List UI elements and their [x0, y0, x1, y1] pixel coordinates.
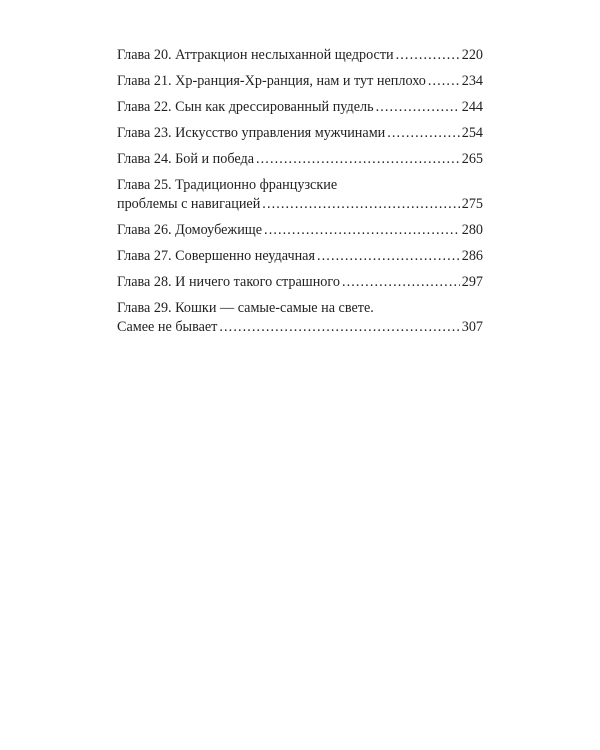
dot-leader — [428, 72, 460, 91]
toc-entry-27 — [117, 247, 483, 266]
toc-entry-title: Глава 22. Сын как дрессированный пудель — [117, 99, 374, 115]
toc-entry-title: проблемы с навигацией — [117, 196, 261, 212]
toc-entry-line — [117, 72, 483, 91]
toc-entry-line — [117, 46, 483, 65]
toc-entry-24 — [117, 150, 483, 169]
toc-entry-20 — [117, 46, 483, 65]
toc-entry-line — [117, 195, 483, 214]
toc-entry-page-number: 244 — [461, 99, 483, 115]
toc-entry-26 — [117, 221, 483, 240]
toc-entry-28 — [117, 273, 483, 292]
dot-leader — [342, 273, 460, 292]
toc-entry-22 — [117, 98, 483, 117]
toc-entry-page-number: 280 — [461, 222, 483, 238]
toc-entry-line — [117, 98, 483, 117]
toc-entry-page-number: 275 — [461, 196, 483, 212]
toc-entry-29 — [117, 299, 483, 337]
toc-entry-title-first-line: Глава 25. Традиционно французские — [117, 177, 338, 193]
dot-leader — [256, 150, 460, 169]
toc-entry-title: Глава 26. Домоубежище — [117, 222, 263, 238]
toc-entry-title: Глава 27. Совершенно неудачная — [117, 248, 315, 264]
toc-entry-title: Глава 24. Бой и победа — [117, 151, 255, 167]
toc-entry-line — [117, 221, 483, 240]
dot-leader — [317, 247, 460, 266]
toc-entry-title: Глава 20. Аттракцион неслыханной щедрости — [117, 47, 394, 63]
toc-entry-page-number: 254 — [461, 125, 483, 141]
toc-entry-page-number: 297 — [461, 274, 483, 290]
toc-entry-page-number: 307 — [461, 319, 483, 335]
dot-leader — [262, 195, 459, 214]
dot-leader — [387, 124, 459, 143]
toc-entry-title: Глава 21. Хр-ранция-Хр-ранция, нам и тут неплохо — [117, 73, 426, 89]
toc-entry-title: Глава 23. Искусство управления мужчинами — [117, 125, 386, 141]
toc-entry-page-number: 286 — [461, 248, 483, 264]
toc-entry-23 — [117, 124, 483, 143]
dot-leader — [264, 221, 460, 240]
dot-leader — [219, 318, 459, 337]
toc-entry-line — [117, 247, 483, 266]
toc-entry-line — [117, 124, 483, 143]
toc-entry-21 — [117, 72, 483, 91]
toc-entry-line — [117, 318, 483, 337]
toc-entry-page-number: 265 — [461, 151, 483, 167]
toc-entry-25 — [117, 176, 483, 214]
dot-leader — [376, 98, 460, 117]
toc-entry-line — [117, 150, 483, 169]
table-of-contents — [117, 46, 483, 344]
toc-entry-page-number: 234 — [461, 73, 483, 89]
toc-entry-title: Глава 28. И ничего такого страшного — [117, 274, 340, 290]
dot-leader — [396, 46, 460, 65]
toc-entry-title-first-line: Глава 29. Кошки — самые-самые на свете. — [117, 300, 374, 316]
toc-entry-line — [117, 273, 483, 292]
toc-entry-page-number: 220 — [461, 47, 483, 63]
toc-entry-title: Самее не бывает — [117, 319, 218, 335]
